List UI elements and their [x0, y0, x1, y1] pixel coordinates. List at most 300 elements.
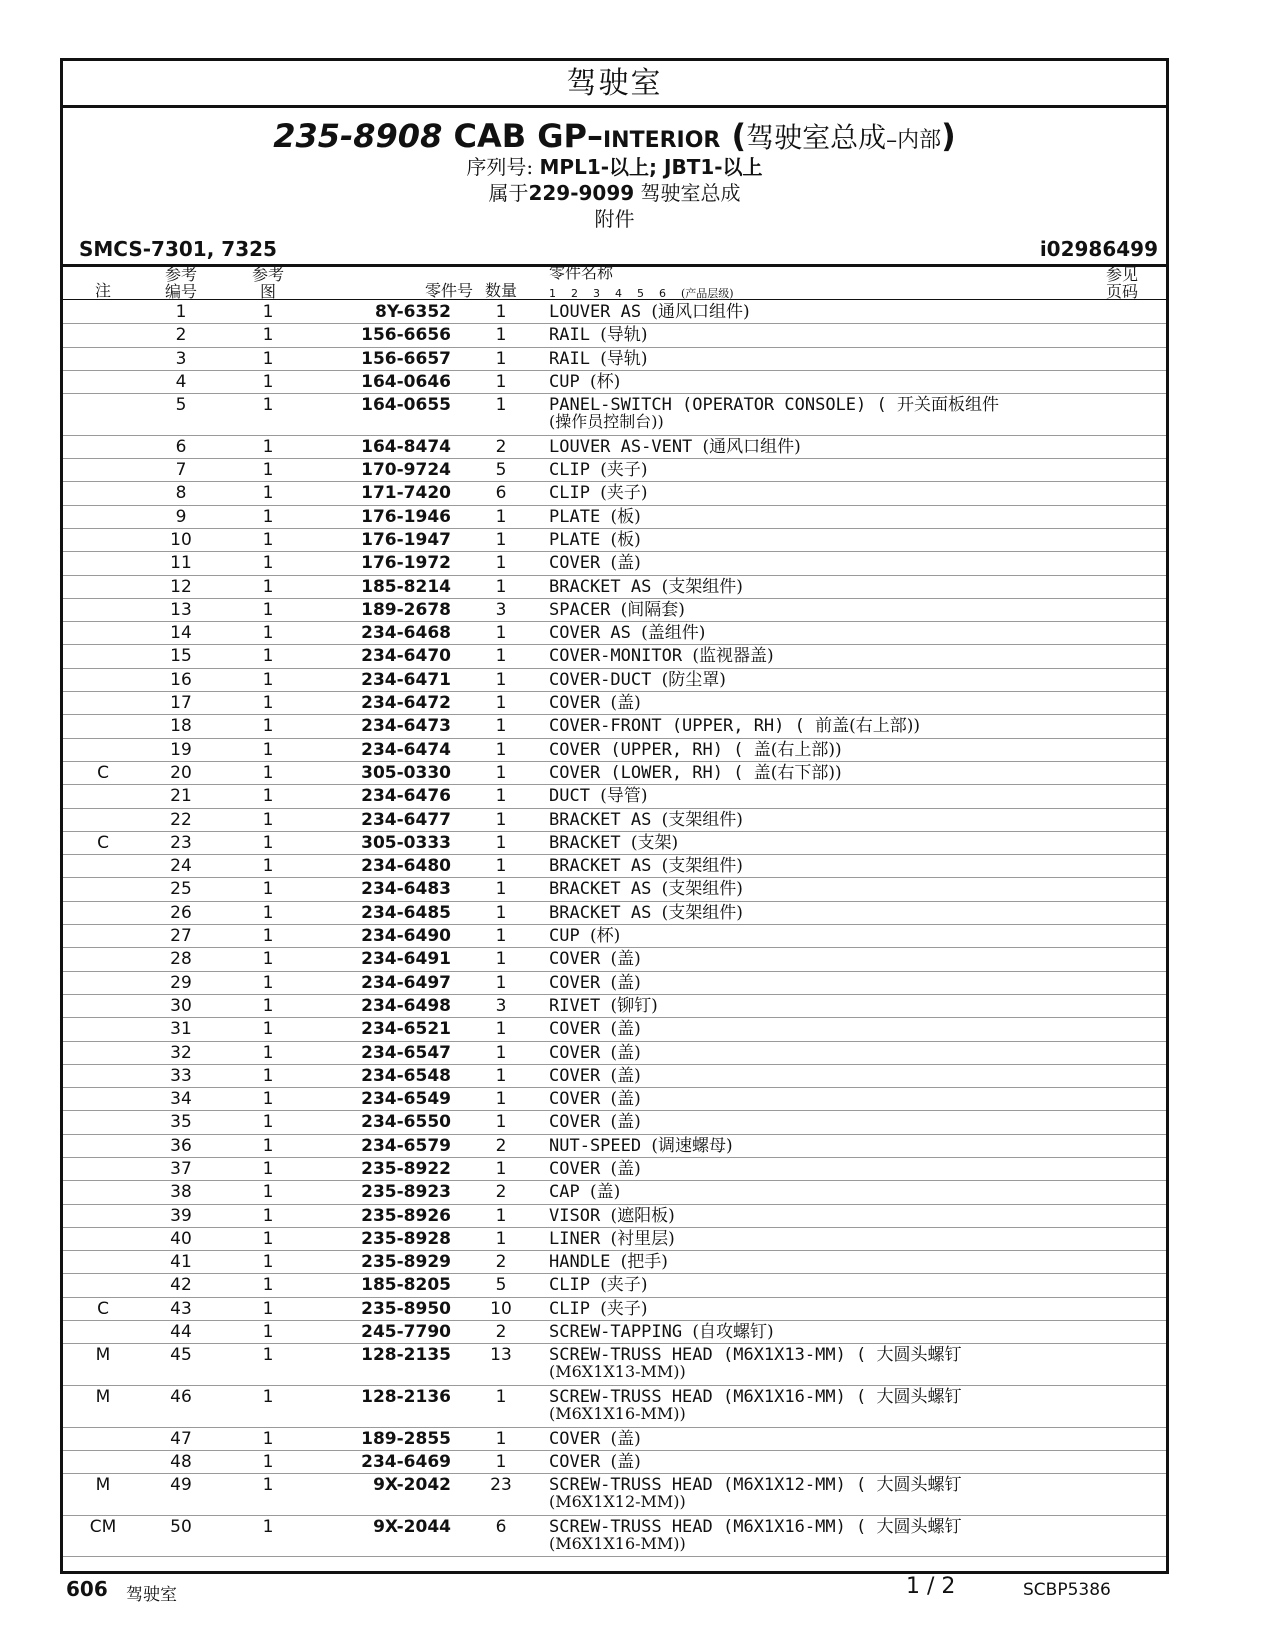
table-row [63, 1205, 1166, 1228]
row-figure: 1 [262, 786, 274, 807]
table-row [63, 948, 1166, 971]
row-figure: 1 [262, 646, 274, 667]
row-part-name-cn: (导轨) [600, 348, 648, 369]
row-part-number: 176-1972 [361, 553, 451, 574]
row-quantity: 1 [495, 926, 507, 947]
table-row [63, 855, 1166, 878]
row-part-name [549, 810, 743, 830]
row-part-name-en: SPACER [549, 599, 611, 620]
row-quantity: 1 [495, 762, 507, 783]
column-header-divider [63, 299, 1166, 300]
table-row [63, 1516, 1166, 1558]
row-figure: 1 [262, 1475, 274, 1496]
row-part-name-en: COVER [549, 553, 601, 574]
row-part-name-cn: (夹子) [600, 460, 648, 481]
row-ref-number: 16 [170, 669, 192, 690]
row-figure: 1 [262, 902, 274, 923]
row-part-name-en: RAIL [549, 348, 590, 369]
row-part-number: 235-8928 [361, 1228, 451, 1249]
row-figure: 1 [262, 1042, 274, 1063]
row-part-name-cn: (板) [610, 506, 641, 527]
table-row [63, 1428, 1166, 1451]
row-ref-number: 13 [170, 599, 192, 620]
table-row [63, 1158, 1166, 1181]
row-quantity: 2 [495, 436, 507, 457]
row-quantity: 1 [495, 623, 507, 644]
row-ref-number: 12 [170, 576, 192, 597]
row-ref-number: 50 [170, 1516, 192, 1537]
row-quantity: 1 [495, 646, 507, 667]
row-ref-number: 38 [170, 1182, 192, 1203]
row-quantity: 1 [495, 302, 507, 322]
row-quantity: 1 [495, 529, 507, 550]
row-part-name-en: DUCT [549, 786, 590, 807]
col-part-header: 零件号 [424, 281, 473, 300]
level-1: 1 [549, 287, 556, 300]
row-part-number: 234-6472 [361, 693, 451, 714]
row-part-name-cn: (支架组件) [661, 879, 743, 900]
row-part-number: 8Y-6352 [374, 302, 451, 322]
row-part-number: 176-1947 [361, 529, 451, 550]
row-quantity: 1 [495, 395, 507, 416]
row-quantity: 3 [495, 995, 507, 1016]
table-row [63, 1474, 1166, 1516]
row-part-name-en: COVER [549, 1451, 601, 1472]
group-part-number: 235-8908 [273, 117, 443, 155]
row-part-name-line2: (M6X1X16-MM)) [549, 1403, 686, 1423]
row-part-name [549, 646, 774, 666]
row-part-name-cn: (盖) [610, 949, 641, 970]
row-part-name-cn: 开关面板组件 [897, 395, 1000, 416]
row-part-name-cn: 大圆头螺钉 [876, 1475, 962, 1496]
table-row [63, 902, 1166, 925]
row-quantity: 2 [495, 1252, 507, 1273]
row-part-name-en: COVER (LOWER, RH) ( [549, 762, 744, 783]
table-row [63, 1344, 1166, 1386]
table-row [63, 1228, 1166, 1251]
table-row [63, 371, 1166, 394]
row-part-name [549, 1206, 675, 1226]
row-part-number: 235-8929 [361, 1252, 451, 1273]
row-figure: 1 [262, 1065, 274, 1086]
row-quantity: 1 [495, 972, 507, 993]
row-figure: 1 [262, 460, 274, 481]
row-part-name-en: LOUVER AS-VENT [549, 436, 693, 457]
row-part-name [549, 996, 658, 1016]
table-row [63, 552, 1166, 575]
col-name-header: 零件名称 [549, 263, 614, 282]
table-row [63, 925, 1166, 948]
row-quantity: 5 [495, 460, 507, 481]
row-ref-number: 25 [170, 879, 192, 900]
row-quantity: 1 [495, 1019, 507, 1040]
row-ref-number: 26 [170, 902, 192, 923]
col-qty-header: 数量 [484, 281, 517, 300]
row-figure: 1 [262, 809, 274, 830]
table-row [63, 972, 1166, 995]
row-figure: 1 [262, 832, 274, 853]
row-ref-number: 21 [170, 786, 192, 807]
row-ref-number: 44 [170, 1322, 192, 1343]
row-figure: 1 [262, 669, 274, 690]
row-part-name [549, 716, 920, 736]
row-ref-number: 43 [170, 1298, 192, 1319]
parts-page-frame [60, 58, 1169, 1574]
table-row [63, 878, 1166, 901]
row-note: M [95, 1345, 111, 1366]
row-part-number: 234-6485 [361, 902, 451, 923]
col-ref-header [161, 266, 201, 300]
row-figure: 1 [262, 371, 274, 392]
row-quantity: 1 [495, 879, 507, 900]
document-id: SCBP5386 [1023, 1580, 1111, 1600]
row-quantity: 1 [495, 1205, 507, 1226]
serial-value: MPL1-以上; JBT1-以上 [539, 155, 763, 179]
row-ref-number: 5 [175, 395, 187, 416]
table-row [63, 1088, 1166, 1111]
row-part-name-cn: (板) [610, 529, 641, 550]
row-figure: 1 [262, 1275, 274, 1296]
row-quantity: 1 [495, 1065, 507, 1086]
row-note: M [95, 1386, 111, 1407]
row-ref-number: 33 [170, 1065, 192, 1086]
table-row [63, 482, 1166, 505]
row-part-name-en: CAP [549, 1182, 580, 1203]
row-part-number: 128-2135 [361, 1345, 451, 1366]
row-part-name-cn: (盖) [610, 1112, 641, 1133]
row-part-name [549, 553, 641, 573]
row-quantity: 1 [495, 576, 507, 597]
row-part-name-cn: (通风口组件) [651, 302, 750, 322]
table-row [63, 599, 1166, 622]
level-3: 3 [593, 287, 600, 300]
row-part-number: 234-6474 [361, 739, 451, 760]
row-part-number: 234-6476 [361, 786, 451, 807]
title-close-paren: ) [941, 117, 956, 155]
row-figure: 1 [262, 325, 274, 346]
row-part-name-en: CLIP [549, 483, 590, 504]
row-part-number: 235-8922 [361, 1158, 451, 1179]
row-ref-number: 36 [170, 1135, 192, 1156]
row-note: C [97, 1298, 109, 1319]
row-ref-number: 46 [170, 1386, 192, 1407]
table-row [63, 995, 1166, 1018]
levels-note: (产品层级) [681, 287, 734, 300]
row-figure: 1 [262, 693, 274, 714]
table-row [63, 669, 1166, 692]
row-part-name-en: COVER-FRONT (UPPER, RH) ( [549, 716, 805, 737]
row-quantity: 1 [495, 553, 507, 574]
row-part-number: 164-8474 [361, 436, 451, 457]
row-part-name-cn: (调速螺母) [651, 1135, 733, 1156]
col-ref-line2: 编号 [164, 282, 197, 301]
smcs-code: SMCS-7301, 7325 [79, 237, 277, 261]
table-row [63, 645, 1166, 668]
belongs-part: 229-9099 [528, 181, 635, 205]
row-part-name-en: COVER-DUCT [549, 669, 652, 690]
table-row [63, 459, 1166, 482]
table-row [63, 301, 1166, 324]
col-page-line2: 页码 [1105, 282, 1138, 301]
row-figure: 1 [262, 856, 274, 877]
row-part-name-en: BRACKET [549, 832, 621, 853]
row-ref-number: 20 [170, 762, 192, 783]
row-figure: 1 [262, 1252, 274, 1273]
row-part-number: 234-6470 [361, 646, 451, 667]
row-figure: 1 [262, 1322, 274, 1343]
row-part-name-en: HANDLE [549, 1252, 611, 1273]
row-quantity: 23 [490, 1475, 512, 1496]
col-fig-line1: 参考 [251, 265, 284, 284]
row-quantity: 1 [495, 1451, 507, 1472]
row-part-name-en: PANEL-SWITCH (OPERATOR CONSOLE) ( [549, 395, 887, 416]
row-part-name-en: COVER [549, 1428, 601, 1449]
row-part-number: 234-6521 [361, 1019, 451, 1040]
row-part-number: 234-6480 [361, 856, 451, 877]
row-part-name-en: VISOR [549, 1205, 601, 1226]
row-part-number: 164-0646 [361, 371, 451, 392]
row-figure: 1 [262, 1089, 274, 1110]
row-part-name-cn: 盖(右下部)) [753, 762, 842, 783]
row-part-number: 171-7420 [361, 483, 451, 504]
row-part-name-cn: (支架组件) [661, 576, 743, 597]
row-ref-number: 39 [170, 1205, 192, 1226]
row-part-name-cn: 前盖(右上部)) [815, 716, 921, 737]
row-part-number: 234-6473 [361, 716, 451, 737]
row-quantity: 1 [495, 506, 507, 527]
row-ref-number: 6 [175, 436, 187, 457]
row-part-name [549, 1429, 641, 1449]
belongs-line [63, 180, 1166, 206]
serial-label: 序列号: [466, 155, 534, 179]
row-figure: 1 [262, 506, 274, 527]
row-part-name-en: SCREW-TRUSS HEAD (M6X1X16-MM) ( [549, 1386, 867, 1407]
row-quantity: 1 [495, 1042, 507, 1063]
row-part-name-en: COVER [549, 1019, 601, 1040]
row-part-number: 9X-2044 [373, 1516, 451, 1537]
row-ref-number: 24 [170, 856, 192, 877]
row-part-name-en: CLIP [549, 1275, 590, 1296]
row-part-name-en: CUP [549, 926, 580, 947]
row-part-number: 234-6469 [361, 1451, 451, 1472]
table-row [63, 1181, 1166, 1204]
table-row [63, 576, 1166, 599]
row-part-name [549, 1066, 641, 1086]
row-quantity: 1 [495, 348, 507, 369]
row-figure: 1 [262, 1228, 274, 1249]
row-part-name [549, 507, 641, 527]
row-figure: 1 [262, 1182, 274, 1203]
row-part-name-cn: (盖) [610, 1042, 641, 1063]
row-figure: 1 [262, 995, 274, 1016]
row-part-name-cn: 大圆头螺钉 [876, 1386, 962, 1407]
row-ref-number: 19 [170, 739, 192, 760]
table-row [63, 506, 1166, 529]
row-part-name [549, 372, 620, 392]
row-part-name-cn: (杯) [589, 371, 621, 392]
row-ref-number: 10 [170, 529, 192, 550]
row-figure: 1 [262, 949, 274, 970]
title-open-paren: ( [731, 117, 747, 155]
row-figure: 1 [262, 1205, 274, 1226]
row-part-name [549, 949, 641, 969]
row-part-name-en: COVER [549, 693, 601, 714]
row-part-name [549, 740, 842, 760]
table-row [63, 1018, 1166, 1041]
row-part-number: 185-8205 [361, 1275, 451, 1296]
row-figure: 1 [262, 1386, 274, 1407]
row-part-name-cn: (监视器盖) [692, 646, 774, 667]
serial-line [63, 154, 1166, 180]
illustration-id: i02986499 [1039, 237, 1158, 261]
row-ref-number: 27 [170, 926, 192, 947]
row-part-name-en: RAIL [549, 325, 590, 346]
row-figure: 1 [262, 1345, 274, 1366]
row-part-name [549, 1229, 675, 1249]
row-part-name-en: COVER [549, 949, 601, 970]
row-quantity: 5 [495, 1275, 507, 1296]
row-part-name-en: COVER (UPPER, RH) ( [549, 739, 744, 760]
row-quantity: 1 [495, 1428, 507, 1449]
row-part-name [549, 460, 647, 480]
row-part-name-en: COVER [549, 1042, 601, 1063]
row-quantity: 2 [495, 1135, 507, 1156]
row-part-name [549, 577, 743, 597]
row-part-number: 176-1946 [361, 506, 451, 527]
row-figure: 1 [262, 395, 274, 416]
row-figure: 1 [262, 1112, 274, 1133]
row-part-name-cn: (盖) [610, 1065, 641, 1086]
row-part-number: 234-6471 [361, 669, 451, 690]
row-part-number: 9X-2042 [373, 1475, 451, 1496]
row-figure: 1 [262, 576, 274, 597]
row-part-name-cn: (盖) [589, 1182, 621, 1203]
row-part-name-en: BRACKET AS [549, 856, 652, 877]
table-row [63, 529, 1166, 552]
row-ref-number: 18 [170, 716, 192, 737]
row-part-number: 189-2678 [361, 599, 451, 620]
row-part-name [549, 1252, 668, 1272]
row-part-name-cn: (通风口组件) [702, 436, 801, 457]
row-part-name [549, 926, 620, 946]
row-part-name [549, 1136, 733, 1156]
row-quantity: 1 [495, 809, 507, 830]
row-ref-number: 45 [170, 1345, 192, 1366]
table-row [63, 1321, 1166, 1344]
row-part-name [549, 763, 842, 783]
row-ref-number: 2 [175, 325, 187, 346]
row-quantity: 1 [495, 1089, 507, 1110]
row-part-name [549, 325, 647, 345]
row-part-name [549, 349, 647, 369]
row-part-name-cn: (导轨) [600, 325, 648, 346]
row-part-name [549, 1322, 774, 1342]
row-part-name [549, 973, 641, 993]
row-part-name-line2: (操作员控制台)) [549, 412, 664, 432]
row-ref-number: 28 [170, 949, 192, 970]
row-part-number: 189-2855 [361, 1428, 451, 1449]
table-row [63, 1451, 1166, 1474]
row-quantity: 2 [495, 1322, 507, 1343]
row-part-name [549, 483, 647, 503]
row-part-number: 234-6477 [361, 809, 451, 830]
row-quantity: 1 [495, 949, 507, 970]
row-part-number: 156-6657 [361, 348, 451, 369]
row-quantity: 1 [495, 325, 507, 346]
table-row [63, 1135, 1166, 1158]
row-part-name-cn: 大圆头螺钉 [876, 1516, 962, 1537]
col-note-header: 注 [94, 281, 111, 300]
row-part-number: 164-0655 [361, 395, 451, 416]
row-part-name-cn: (防尘罩) [661, 669, 726, 690]
row-ref-number: 4 [175, 371, 187, 392]
row-quantity: 1 [495, 669, 507, 690]
row-quantity: 1 [495, 693, 507, 714]
row-part-name [549, 1275, 647, 1295]
row-part-name-cn: (自攻螺钉) [692, 1322, 774, 1343]
level-2: 2 [571, 287, 578, 300]
row-ref-number: 23 [170, 832, 192, 853]
row-figure: 1 [262, 762, 274, 783]
table-row [63, 348, 1166, 371]
row-ref-number: 48 [170, 1451, 192, 1472]
group-name-en-sub: INTERIOR [602, 128, 721, 153]
row-figure: 1 [262, 1451, 274, 1472]
table-row [63, 394, 1166, 436]
row-figure: 1 [262, 972, 274, 993]
row-quantity: 1 [495, 1158, 507, 1179]
row-part-number: 170-9724 [361, 460, 451, 481]
row-quantity: 1 [495, 1228, 507, 1249]
attachment-label: 附件 [594, 207, 635, 231]
row-quantity: 1 [495, 786, 507, 807]
group-name-en: CAB GP [453, 117, 587, 155]
row-part-name-en: COVER [549, 972, 601, 993]
level-5: 5 [637, 287, 644, 300]
row-part-name-cn: (铆钉) [610, 995, 658, 1016]
row-part-name-cn: (盖) [610, 1089, 641, 1110]
row-part-name-cn: (支架) [630, 832, 679, 853]
row-part-name [549, 1089, 641, 1109]
row-part-name-en: NUT-SPEED [549, 1135, 642, 1156]
row-part-number: 234-6497 [361, 972, 451, 993]
row-figure: 1 [262, 529, 274, 550]
row-ref-number: 7 [175, 460, 187, 481]
row-part-name-line2: (M6X1X13-MM)) [549, 1362, 686, 1382]
row-figure: 1 [262, 553, 274, 574]
row-part-name-cn: (盖) [610, 1019, 641, 1040]
row-figure: 1 [262, 1135, 274, 1156]
row-part-name-en: CUP [549, 371, 580, 392]
row-ref-number: 49 [170, 1475, 192, 1496]
row-quantity: 1 [495, 902, 507, 923]
row-part-name-en: LOUVER AS [549, 302, 642, 322]
row-ref-number: 9 [175, 506, 187, 527]
row-part-name-cn: (盖) [610, 1428, 641, 1449]
table-row [63, 692, 1166, 715]
row-ref-number: 17 [170, 693, 192, 714]
row-figure: 1 [262, 926, 274, 947]
section-title: 驾驶室 [63, 61, 1166, 108]
row-part-name-cn: (衬里层) [610, 1228, 675, 1249]
table-row [63, 622, 1166, 645]
row-part-name-en: LINER [549, 1228, 601, 1249]
table-row [63, 739, 1166, 762]
row-part-name [549, 600, 685, 620]
row-ref-number: 31 [170, 1019, 192, 1040]
row-figure: 1 [262, 1516, 274, 1537]
row-quantity: 1 [495, 371, 507, 392]
